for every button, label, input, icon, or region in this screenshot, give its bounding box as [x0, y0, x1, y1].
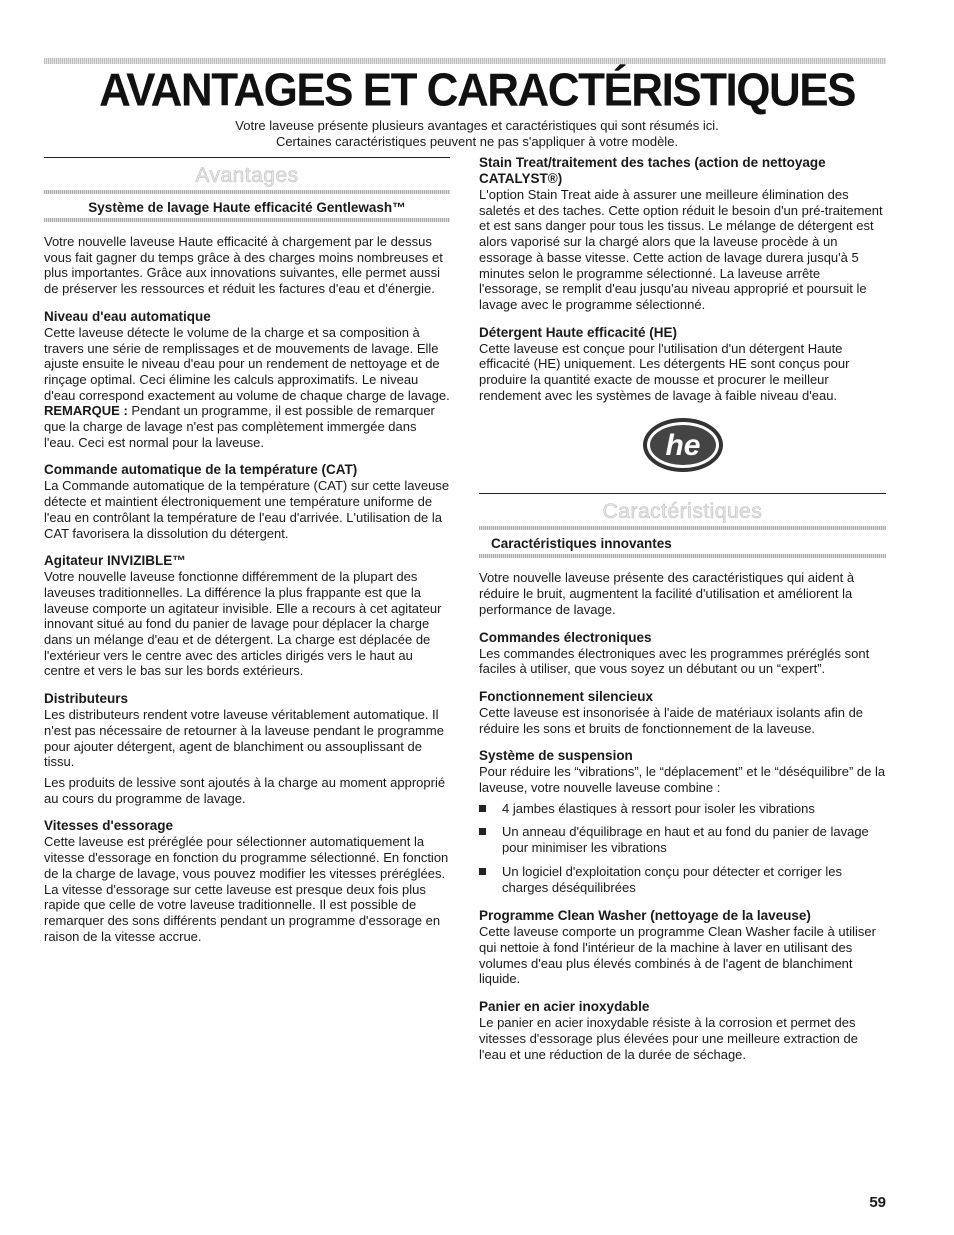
list-item: Un anneau d'équilibrage en haut et au fond du panier de lavage pour minimiser les vibrations [479, 824, 886, 855]
heading-detergent-he: Détergent Haute efficacité (HE) [479, 324, 678, 340]
text-panier: Le panier en acier inoxydable résiste à la corrosion et permet des vitesses d'essorage plus élevées pour une meilleure extraction de l'eau et une réduction de la durée de séchage. [479, 1015, 858, 1062]
bullet-square-icon [479, 805, 486, 812]
section-heading-avantages: Avantages [195, 164, 299, 187]
list-item: 4 jambes élastiques à ressort pour isoler les vibrations [479, 801, 886, 817]
suspension-list [479, 801, 886, 896]
heading-suspension: Système de suspension [479, 748, 633, 764]
heading-cat: Commande automatique de la température (CAT) [44, 462, 358, 478]
text-stain-treat: L'option Stain Treat aide à assurer une meilleure élimination des saletés et des taches. Cette option réduit le besoin d'un pré-traitement et est sans danger pour tous les tissus. Le mélange de détergent est alors vaporisé sur la chargé alors que la laveuse procède à un essorage à basse vitesse. Cette action de lavage durera jusqu'à 5 minutes selon le programme sélectionné. La laveuse arrête l'essorage, se remplit d'eau jusqu'au niveau approprié et poursuit le lavage avec le programme sélectionné. [479, 187, 883, 312]
top-decorative-band [44, 58, 886, 64]
section-rule [479, 493, 886, 494]
caracteristiques-intro: Votre nouvelle laveuse présente des caractéristiques qui aident à réduire le bruit, augmentent la facilité d'utilisation et améliorent la performance de lavage. [479, 570, 855, 617]
heading-vitesses: Vitesses d'essorage [44, 818, 174, 834]
he-logo [479, 415, 886, 475]
intro-line-2: Certaines caractéristiques peuvent ne pas s'appliquer à votre modèle. [275, 134, 679, 149]
heading-panier: Panier en acier inoxydable [479, 999, 650, 1015]
text-detergent-he: Cette laveuse est conçue pour l'utilisation d'un détergent Haute efficacité (HE) uniquement. Les détergents HE sont conçus pour produire la quantité exacte de mousse et procurer le meilleur rendement avec les systèmes de lavage à faible niveau d'eau. [479, 340, 850, 403]
text-distributeurs-1: Les distributeurs rendent votre laveuse véritablement automatique. Il n'est pas nécessaire de retourner à la laveuse pendant le programme pour ajouter détergent, agent de blanchiment ou assouplissant de tissu. [44, 707, 444, 770]
text-cat: La Commande automatique de la température (CAT) sur cette laveuse détecte et maintient électroniquement une température uniforme de l'eau en contrôlant la température de l'eau d'arrivée. L'utilisation de la CAT favorisera la dissolution du détergent. [44, 478, 450, 541]
text-agitateur: Votre nouvelle laveuse fonctionne différemment de la plupart des laveuses traditionnelles. La différence la plus frappante est que la laveuse comporte un agitateur invisible. Elle a recours à cet agitateur innovant situé au fond du panier de lavage pour déplacer la charge dans un mélange d'eau et de détergent. La charge est déplacée de l'extérieur vers le centre avec des articles dirigés vers le haut au centre et vers le bas sur les bords extérieurs. [44, 569, 442, 679]
heading-fonctionnement: Fonctionnement silencieux [479, 688, 654, 704]
text-niveau-eau: Cette laveuse détecte le volume de la charge et sa composition à travers une série de remplissages et de mouvements de lavage. Elle ajuste ensuite le niveau d'eau pour un rendement de nettoyage et de rinçage optimal. Ceci élimine les calculs approximatifs. Le niveau d'eau correspond exactement au volume de chaque charge de lavage. REMARQUE : Pendant un programme, il est possible de remarquer que la charge de lavage n'est pas complètement immergée dans l'eau. Ceci est normal pour la laveuse. [44, 324, 450, 450]
left-column [44, 157, 450, 944]
intro-text [0, 118, 954, 150]
subtitle-gentlewash: Système de lavage Haute efficacité Gentlewash™ [88, 200, 406, 215]
subtitle-innovantes: Caractéristiques innovantes [491, 536, 672, 552]
intro-line-1: Votre laveuse présente plusieurs avantages et caractéristiques qui sont résumés ici. [235, 118, 719, 133]
page-title: AVANTAGES ET CARACTÉRISTIQUES [99, 64, 855, 117]
avantages-intro: Votre nouvelle laveuse Haute efficacité à chargement par le dessus vous fait gagner du temps grâce à des charges moins nombreuses et plus importantes. Grâce aux innovations suivantes, elle permet aussi de préserver les ressources et réduit les factures d'eau et d'énergie. [44, 234, 443, 297]
page-number: 59 [869, 1194, 886, 1211]
he-logo-icon [641, 415, 725, 475]
heading-agitateur: Agitateur INVIZIBLE™ [44, 553, 186, 569]
text-distributeurs-2: Les produits de lessive sont ajoutés à la charge au moment approprié au cours du programme de lavage. [44, 774, 446, 806]
list-item: Un logiciel d'exploitation conçu pour détecter et corriger les charges déséquilibrées [479, 864, 886, 895]
heading-stain-treat: Stain Treat/traitement des taches (action de nettoyage CATALYST®) [479, 155, 826, 186]
text-commandes: Les commandes électroniques avec les programmes préréglés sont faciles à utiliser, que vous soyez un débutant ou un “expert”. [479, 645, 870, 677]
heading-commandes: Commandes électroniques [479, 629, 652, 645]
bullet-square-icon [479, 828, 486, 835]
text-clean-washer: Cette laveuse comporte un programme Clean Washer facile à utiliser qui nettoie à fond l'intérieur de la machine à laver en utilisant des volumes d'eau plus élevés combinés à de l'agent de blanchiment liquide. [479, 924, 876, 987]
text-fonctionnement: Cette laveuse est insonorisée à l'aide de matériaux isolants afin de réduire les sons et bruits de fonctionnement de la laveuse. [479, 704, 864, 736]
text-suspension: Pour réduire les “vibrations”, le “déplacement” et le “déséquilibre” de la laveuse, votre nouvelle laveuse combine : [479, 764, 886, 796]
remarque-label: REMARQUE : [44, 403, 128, 419]
text-vitesses: Cette laveuse est préréglée pour sélectionner automatiquement la vitesse d'essorage en fonction du programme sélectionné. En fonction de la charge de lavage, vous pouvez modifier les vitesses préréglées. La vitesse d'essorage sur cette laveuse est presque deux fois plus rapide que celle de votre laveuse traditionnelle. Il est possible de remarquer des sons différents pendant un programme d'essorage en raison de la vitesse accrue. [44, 834, 449, 944]
right-column [479, 155, 886, 1062]
heading-clean-washer: Programme Clean Washer (nettoyage de la laveuse) [479, 908, 811, 924]
heading-distributeurs: Distributeurs [44, 691, 129, 707]
bullet-square-icon [479, 868, 486, 875]
heading-niveau-eau: Niveau d'eau automatique [44, 308, 211, 324]
section-heading-caracteristiques: Caractéristiques [602, 500, 763, 524]
section-rule [44, 157, 450, 158]
he-logo-text: he [664, 429, 701, 463]
